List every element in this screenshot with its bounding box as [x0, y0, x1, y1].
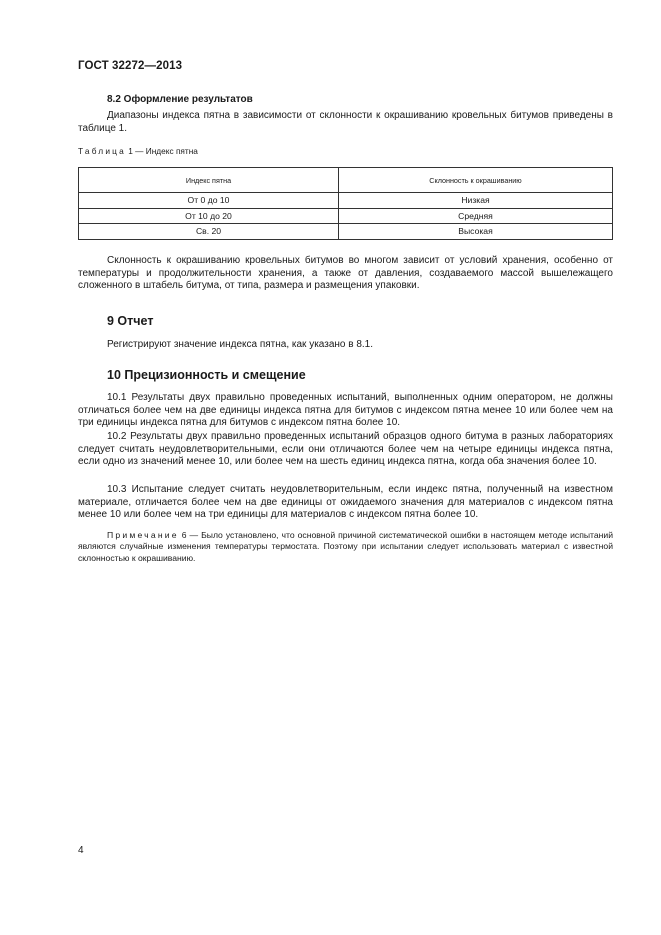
table-caption-prefix: Таблица: [78, 146, 126, 156]
section-10-1-paragraph: 10.1 Результаты двух правильно проведенных испытаний, выполненных одним оператором, не должны отличаться более чем на две единицы индекса пятна для битумов с индексом пятна менее 10 или более чем на три единицы индекса пятна для битумов с индексом пятна более 10.: [78, 392, 613, 429]
section-10-title: 10 Прецизионность и смещение: [107, 368, 306, 382]
section-10-3-paragraph: 10.3 Испытание следует считать неудовлетворительным, если индекс пятна, полученный на известном материале, отличается более чем на две единицы от ожидаемого значения для материалов с индексом пятна менее 10 или более чем на три единицы для материалов с индексом пятна более 10.: [78, 484, 613, 521]
table-row: [79, 224, 613, 240]
table-caption: [78, 146, 198, 156]
table-caption-title: 1 — Индекс пятна: [125, 146, 198, 156]
section-8-2-text: Диапазоны индекса пятна в зависимости от склонности к окрашиванию кровельных битумов приведены в таблице 1.: [78, 110, 613, 134]
table-row: [79, 208, 613, 224]
table-cell: От 10 до 20: [79, 208, 339, 224]
table-cell: Средняя: [339, 208, 613, 224]
table-cell: От 0 до 10: [79, 193, 339, 209]
table-cell: Высокая: [339, 224, 613, 240]
table-col-header: Склонность к окрашиванию: [339, 168, 613, 193]
section-10-2-paragraph: 10.2 Результаты двух правильно проведенных испытаний образцов одного битума в разных лабораториях следует считать неудовлетворительными, если они отличаются более чем на четыре единицы индекса пятна, если одно из значений менее 10, или более чем на шесть единиц индекса пятна, когда оба значения более 10.: [78, 431, 613, 468]
note-6: [78, 530, 613, 564]
page-number: 4: [78, 845, 84, 856]
table-row: [79, 193, 613, 209]
table-cell: Низкая: [339, 193, 613, 209]
table-header-row: [79, 168, 613, 193]
table-cell: Св. 20: [79, 224, 339, 240]
table-col-header: Индекс пятна: [79, 168, 339, 193]
document-header: ГОСТ 32272—2013: [78, 60, 183, 72]
section-9-text: Регистрируют значение индекса пятна, как указано в 8.1.: [107, 339, 374, 350]
stain-index-table: [78, 167, 613, 240]
note-text: 6 — Было установлено, что основной причиной систематической ошибки в настоящем методе испытаний являются случайные изменения температуры термостата. Поэтому при испытании следует использовать материал с известной склонностью к окрашиванию.: [78, 530, 613, 563]
note-label: Примечание: [107, 530, 179, 540]
section-9-title: 9 Отчет: [107, 314, 154, 328]
staining-factors-paragraph: Склонность к окрашиванию кровельных битумов во многом зависит от условий хранения, особенно от температуры и продолжительности хранения, а также от давления, создаваемого массой вышележащего сложенного в штабель битума, от типа, размера и размещения упаковки.: [78, 255, 613, 292]
section-8-2-title: 8.2 Оформление результатов: [107, 94, 253, 105]
